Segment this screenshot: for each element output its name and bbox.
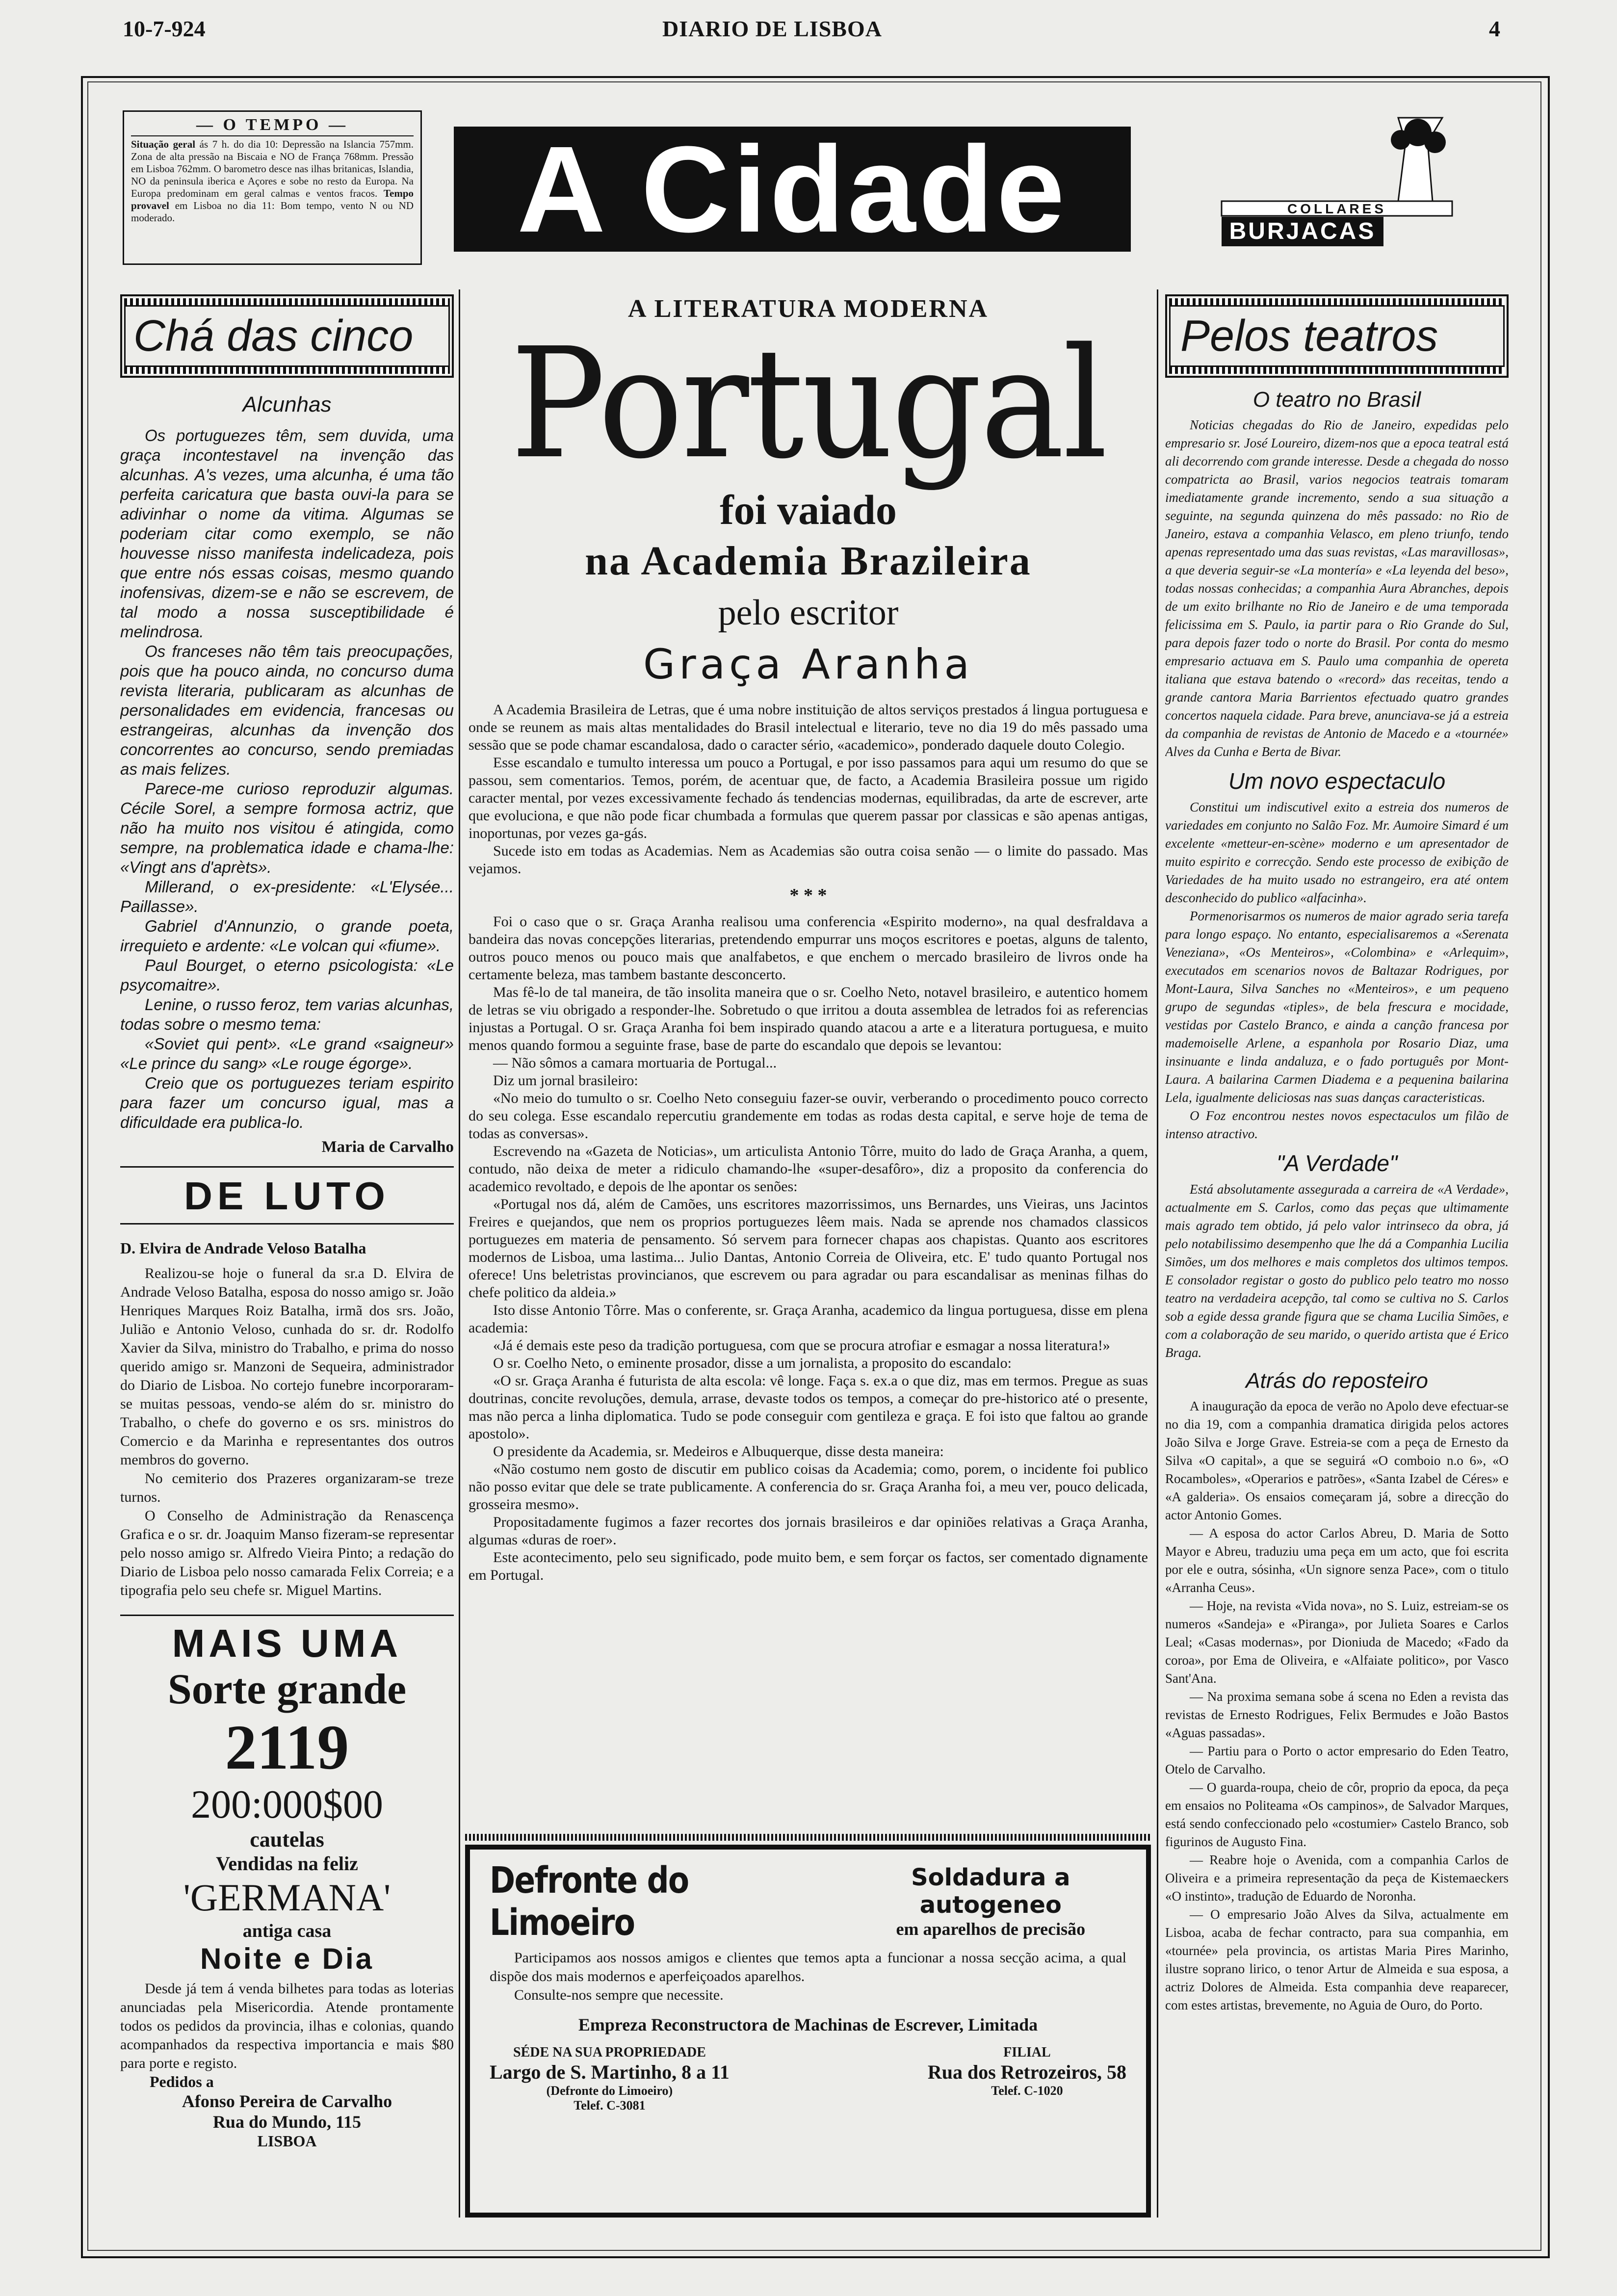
teatros-paragraph: Está absolutamente assegurada a carreira de «A Verdade», actualmente em S. Carlos, como das peças que ultimamente mais agrado tem obtido, já pelo valor intrinseco da obra, já pelo notabilissimo desempenho que lhe dá a Companhia Lucilia Simões, um dos melhores e mais completos dos ultimos tempos. E consolador registar o gosto do publico pelo teatro mo nosso teatro na verdadeira acepção, tal como se cultiva no S. Carlos sob a egide dessa grande figura que se chama Lucilia Simões, e com a colaboração de seu marido, o querido artista que é Erico Braga. (1165, 1182, 1509, 1360)
center-paragraph: Mas fê-lo de tal maneira, de tão insolita maneira que o sr. Coelho Neto, notavel brasileiro, e autentico homem de letras se viu obrigado a responder-lhe. Sobretudo o que irritou a douta assemblea de letrados foi as referencias injustas a Portugal. O sr. Graça Aranha foi bem inspirado quando atacou a arte e a literatura portuguesa, e muito menos quando formou a seguinte frase, base de parte do escandalo que depois se levantou: (469, 984, 1148, 1053)
masthead-title: A Cidade (517, 121, 1068, 258)
lottery-contact-addr: Rua do Mundo, 115 (212, 2112, 362, 2132)
limoeiro-sede-tel: Telef. C-3081 (574, 2098, 646, 2113)
luto-rule-2 (120, 1223, 454, 1225)
limoeiro-text-2: Consulte-nos sempre que necessite. (514, 1987, 724, 2003)
center-paragraph: Diz um jornal brasileiro: (493, 1072, 638, 1089)
cha-paragraph: Os franceses não têm tais preocupações, pois que ha pouco ainda, no concurso duma revista literaria, publicaram as alcunhas de personalidades em evidencia, francesas ou estrangeiras, alcunhas da invenção dos concorrentes ao concurso, sendo premiadas as mais felizes. (120, 642, 454, 778)
teatros-body-2 (1165, 798, 1509, 1143)
teatros-paragraph: — A esposa do actor Carlos Abreu, D. Maria de Sotto Mayor e Abreu, traduziu uma peça em um acto, que foi escrita por ele e outra, sósinha, «Un signore senza Pace», com o titulo «Arranha Ceus». (1165, 1526, 1509, 1595)
limoeiro-sede-label: SÉDE NA SUA PROPRIEDADE (513, 2045, 706, 2060)
luto-paragraph: Realizou-se hoje o funeral da sr.a D. Elvira de Andrade Veloso Batalha, esposa do nosso amigo sr. João Henriques Marques Roiz Batalha, irmã dos srs. João, Julião e Antonio Veloso, cunhada do sr. dr. Rodolfo Xavier da Silva, ministro do Trabalho, e prima do nosso querido amigo sr. Manzoni de Sequeira, administrador do Diario de Lisboa. No cortejo funebre incorporaram-se muitas pessoas, vendo-se além do sr. ministro do Trabalho, o chefe do governo e os srs. ministros do Comercio e da Marinha e representantes dos outros membros do governo. (120, 1265, 454, 1468)
teatros-paragraph: — Reabre hoje o Avenida, com a companhia Carlos de Oliveira e a primeira representação da peça de Kistemaeckers «O instinto», tradução de Eduardo de Noronha. (1165, 1852, 1509, 1904)
cha-section-header (120, 294, 454, 378)
teatros-section-header (1165, 294, 1509, 378)
lottery-prize: 200:000$00 (191, 1782, 383, 1826)
center-paragraph: Foi o caso que o sr. Graça Aranha realisou uma conferencia «Espirito moderno», na qual desfraldava a bandeira das novas concepções literarias, pretendendo empurrar uns moços escritores e poetas, alguns de talento, outros pouco menos ou pouco mais que analfabetos, e que enchem o mercado brasileiro de livros onde ha certamente beleza, mas tambem bastante desconcerto. (469, 913, 1148, 983)
lottery-l2: Sorte grande (167, 1666, 407, 1713)
lottery-ad (120, 1621, 454, 1976)
lottery-shop: 'GERMANA' (183, 1876, 391, 1919)
limoeiro-sede-note: (Defronte do Limoeiro) (546, 2084, 673, 2098)
center-paragraph: — Não sômos a camara mortuaria de Portugal... (493, 1055, 777, 1071)
teatros-paragraph: — O empresario João Alves da Silva, actualmente em Lisboa, acaba de fechar contracto, para sua companhia, em «tournée» pela provincia, os artistas Maria Pires Marinho, ilustre soprano lirico, o tenor Artur de Almeida e sua esposa, a actriz Dolores de Almeida. Esta companhia deve reaparecer, com estes artistas, brevemente, no Aguia de Ouro, do Porto. (1165, 1907, 1509, 2012)
limoeiro-precisao: em aparelhos de precisão (896, 1919, 1086, 1939)
limoeiro-sede: Largo de S. Martinho, 8 a 11 (490, 2061, 730, 2083)
center-paragraph: Sucede isto em todas as Academias. Nem as Academias são outra coisa senão — o limite do passado. Mas vejamos. (469, 843, 1148, 877)
teatros-sub-4: Atrás do reposteiro (1246, 1369, 1428, 1393)
cha-paragraph: «Soviet qui pent». «Le grand «saigneur» «Le prince du sang» «Le rouge égorge». (120, 1035, 454, 1072)
weather-situacao: ás 7 h. do dia 10: Depressão na Islancia 757mm. Zona de alta pressão na Biscaia e NO de França 768mm. Pressão em Lisboa 762mm. O barometro desce nas ilhas britanicas, Islandia, NO da peninsula iberica e Açores e sobe no resto da Europa. Na Europa predominam em geral calmas e ventos fracos. (131, 138, 414, 199)
luto-name: D. Elvira de Andrade Veloso Batalha (120, 1239, 366, 1257)
cha-paragraph: Os portuguezes têm, sem duvida, uma graça incontestavel na invenção das alcunhas. A's vezes, uma alcunha, é uma tão perfeita caricatura que basta ouvi-la para se adivinhar o nome da vitima. Algumas se poderiam citar como exemplo, se não houvesse nisso manifesta indelicadeza, pois que entre nós essas coisas, mesmo quando inofensivas, dizem-se e não se escrevem, de tal modo a nossa susceptibilidade é melindrosa. (120, 426, 454, 641)
weather-title: O TEMPO (223, 116, 322, 134)
limoeiro-text: Participamos aos nossos amigos e clientes que temos apta a funcionar a nossa secção acima, a qual dispõe dos mais modernos e aperfeiçoados aparelhos. (490, 1950, 1126, 1984)
teatros-paragraph: O Foz encontrou nestes novos espectaculos um filão de intenso atractivo. (1165, 1108, 1509, 1141)
center-paragraph: Escrevendo na «Gazeta de Noticias», um articulista Antonio Tôrre, muito do lado de Graça Aranha, a quem, contudo, não deixa de meter a ridiculo chamando-lhe «super-desafôro», diz a proposito da conferencia do academico revoltado, e depois de lhe apontar os senões: (469, 1143, 1148, 1195)
lottery-l4: Vendidas na feliz (216, 1852, 358, 1875)
lottery-contact-name: Afonso Pereira de Carvalho (182, 2091, 392, 2111)
teatros-title: Pelos teatros (1169, 305, 1505, 367)
lottery-contact-city: LISBOA (257, 2132, 317, 2150)
cha-paragraph: Paul Bourget, o eterno psicologista: «Le psycomaitre». (120, 956, 454, 994)
center-deck-3: pelo escritor (718, 593, 899, 633)
center-kicker: A LITERATURA MODERNA (627, 295, 989, 323)
cha-paragraph: Gabriel d'Annunzio, o grande poeta, irrequieto e ardente: «Le volcan qui «fiume». (120, 917, 454, 955)
center-paragraph: «O sr. Graça Aranha é futurista de alta escola: vê longe. Faça s. ex.a o que diz, mas em termos. Pregue as suas doutrinas, concite revoluções, demula, arrase, devaste todos os tempos, a começar do pre-historico até o presente, mas não perca a linha diplomatica. Tudo se pode conseguir com gentileza e graça. E foi isto que faltou ao grande apostolo». (469, 1373, 1148, 1442)
center-paragraph: «No meio do tumulto o sr. Coelho Neto conseguiu fazer-se ouvir, verberando o procedimento pouco correcto do seu colega. Esse escandalo repercutiu grandemente em todas as rodas desta capital, e serve hoje de tema de todas as conversas». (469, 1090, 1148, 1142)
lottery-text: Desde já tem á venda bilhetes para todas as loterias anunciadas pela Misericordia. Atende prontamente todos os pedidos da provincia, ilhas e colonias, quando acompanhados da respectiva importancia e mais $80 para porte e registo. (120, 1981, 454, 2071)
limoeiro-ad (465, 1845, 1151, 2218)
teatros-sub-2: Um novo espectaculo (1228, 768, 1446, 794)
divider-left (459, 289, 460, 2218)
lottery-number: 2119 (225, 1712, 349, 1783)
center-paragraph: Esse escandalo e tumulto interessa um pouco a Portugal, e por isso passamos para aqui um resumo do que se passou, sem comentarios. Temos, porém, de acentuar que, de facto, a Academia Brasileira possue um rigido caracter mental, por vezes excessivamente fechado ás tendencias modernas, equilibradas, da arte de escrever, arte que evoluciona, e que não pode ficar chumbada a formulas que querem passar por classicas e são apenas antigas, inoportunas, por vezes ga-gás. (469, 755, 1148, 841)
center-stars: * * * (789, 885, 827, 906)
teatros-paragraph: — Hoje, na revista «Vida nova», no S. Luiz, estreiam-se os numeros «Sandeja» e «Piranga», por Julieta Soares e Carlos Leal; «Casas modernas», por Dioniuda de Macedo; «Fado da coroa», por Ema de Oliveira, e «Alfaiate politico», por Vasco Sant'Ana. (1165, 1598, 1509, 1686)
lottery-pedidos: Pedidos a (150, 2073, 214, 2090)
teatros-paragraph: — Na proxima semana sobe á scena no Eden a revista das revistas de Ernesto Rodrigues, Felix Bermudes e João Bastos «Aguas passadas». (1165, 1689, 1509, 1740)
teatros-paragraph: — Partiu para o Porto o actor empresario do Eden Teatro, Otelo de Carvalho. (1165, 1744, 1509, 1776)
weather-text (131, 138, 414, 224)
issue-date: 10-7-924 (123, 16, 206, 41)
luto-paragraph: O Conselho de Administração da Renascença Grafica e o sr. dr. Joaquim Manso fizeram-se representar pelo nosso amigo sr. Alfredo Vieira Pinto; a redação do Diario de Lisboa pelo nosso camarada Felix Correia; e a tipografia pelo seu chefe sr. Miguel Martins. (120, 1508, 454, 1598)
center-deck-1: foi vaiado (720, 486, 897, 533)
cha-title: Chá das cinco (124, 305, 450, 367)
collares-ad (1212, 113, 1477, 255)
limoeiro-title: Defronte do Limoeiro (490, 1859, 689, 1944)
right-column (1165, 294, 1509, 2227)
center-paragraph: «Portugal nos dá, além de Camões, uns escritores mazorrissimos, uns Bernardes, uns Vieiras, uns Jacintos Freires e quejandos, que nem os proprios portuguezes lêem mais. Nada se aprende nos chamados classicos portuguezes em materia de pensamento. Só servem para fornecer chapas aos chapistas. Quanto aos escritores modernos de Lisboa, uma lastima... Julio Dantas, Antonio Correia de Oliveira, etc. E' tudo quanto Portugal nos oferece! Uns beletristas provincianos, que escrevem ou para agradar ou para escandalisar as meninas filhas do chefe politico da aldeia.» (469, 1196, 1148, 1301)
limoeiro-filial-label: FILIAL (1003, 2045, 1051, 2060)
center-paragraph: «Não costumo nem gosto de discutir em publico coisas da Academia; como, porem, o incidente foi publico não posso evitar que dele se trate publicamente. A conferencia do sr. Graça Aranha foi, a meu ver, pouco delicada, grosseira mesmo». (469, 1461, 1148, 1513)
luto-title: DE LUTO (184, 1174, 390, 1218)
teatros-paragraph: Noticias chegadas do Rio de Janeiro, expedidas pelo empresario sr. José Loureiro, dizem-nos que a epoca teatral está ali decorrendo com grande interesse. Desde a chegada do nosso compatricta ao Brasil, varios negocios teatrais tomaram imediatamente grande incremento, sendo a sua situação a seguinte, na segunda quinzena do mês passado: no Rio de Janeiro, estava a companhia Velasco, em pleno triunfo, tendo apenas representado uma das suas revistas, «Las maravillosas», a que deveria seguir-se «La montería» e «La leyenda del beso», todas nossas conhecidas; a companhia Aura Abranches, depois de um exito brilhante no Rio de Janeiro e de uma temporada felicissima em S. Paulo, ia partir para o Rio Grande do Sul, para depois fazer todo o norte do Brasil. Por conta do mesmo empresario actuava em S. Paulo uma companhia de opereta italiana que estava batendo o «record» das receitas, tendo a grande cantora Maria Barrientos efectuado quatro grandes concertos naquela cidade. Para breve, anunciava-se já a estreia da companhia de revistas de Antonio de Macedo e a «tournée» Alves da Cunha e Berta de Bivar. (1165, 417, 1509, 759)
masthead (454, 121, 1131, 258)
center-deck-2: na Academia Brazileira (585, 538, 1032, 584)
teatros-paragraph: Constitui um indiscutivel exito a estreia dos numeros de variedades em conjunto no Salão Foz. Mr. Aumoire Simard é um excelente «metteur-en-scène» moderno e um apresentador de muito espirito e correcção. Sendo este processo de exibição de Variedades de ha muito usado no estrangeiro, era até ontem desconhecido do publico «alfacinha». (1165, 800, 1509, 905)
divider-right (1157, 289, 1158, 2218)
cha-signature: Maria de Carvalho (321, 1138, 454, 1156)
limoeiro-filial: Rua dos Retrozeiros, 58 (927, 2061, 1126, 2083)
weather-provavel: em Lisboa no dia 11: Bom tempo, vento N ou ND moderado. (131, 200, 414, 224)
center-paragraph: «Já é demais este peso da tradição portuguesa, com que se procura atrofiar e esmagar a nossa literatura!» (493, 1337, 1110, 1354)
cha-paragraph: Parece-me curioso reproduzir algumas. Cécile Sorel, a sempre formosa actriz, que não ha muito nos visitou é atingida, como sempre, na problematica idade e chama-lhe: «Vingt ans d'aprèts». (120, 780, 454, 876)
weather-provavel-label: Tempo provavel (131, 187, 414, 211)
teatros-body-3 (1165, 1180, 1509, 1362)
center-paragraph: Este acontecimento, pelo seu significado, pode muito bem, e sem forçar os factos, ser comentado dignamente em Portugal. (469, 1549, 1148, 1583)
paper-name: DIARIO DE LISBOA (662, 16, 882, 41)
center-paragraph: O sr. Coelho Neto, o eminente prosador, disse a um jornalista, a proposito do escandalo: (493, 1355, 1012, 1371)
teatros-body-1 (1165, 416, 1509, 761)
teatros-sub-1: O teatro no Brasil (1252, 388, 1421, 412)
teatros-paragraph: A inauguração da epoca de verão no Apolo deve efectuar-se no dia 19, com a companhia dramatica dirigida pelos actores João Silva e Jorge Grave. Estreia-se com a peça de Ernesto da Silva «O capital», a que se seguirá «O comboio n.o 6», «O Rocamboles», «Operarios e patrões», «Santa Izabel de Céres» e «A galderia». Os ensaios começaram já, sobre a direcção do actor Antonio Gomes. (1165, 1399, 1509, 1522)
teatros-sub-3: "A Verdade" (1276, 1150, 1398, 1176)
center-paragraph: Isto disse Antonio Tôrre. Mas o conferente, sr. Graça Aranha, academico da lingua portuguesa, disse em plena academia: (469, 1302, 1148, 1336)
center-deck-4: Graça Aranha (643, 640, 973, 688)
luto-paragraph: No cemiterio dos Prazeres organizaram-se treze turnos. (120, 1470, 454, 1505)
luto-rule (120, 1166, 454, 1168)
center-headline: Portugal (510, 315, 1106, 493)
cha-paragraph: Millerand, o ex-presidente: «L'Elysée... Paillasse». (120, 878, 454, 915)
collares-text: COLLARES (1287, 201, 1386, 216)
center-body-2 (469, 913, 1148, 1584)
lottery-l5: antiga casa (242, 1921, 332, 1941)
center-body-1 (469, 701, 1148, 878)
limoeiro-soldadura: Soldadura a autogeneo (911, 1864, 1070, 1919)
center-paragraph: A Academia Brasileira de Letras, que é uma nobre instituição de altos serviços prestados á lingua portuguesa e onde se reunem as mais altas mentalidades do Brasil intelectual e literario, teve no dia 19 do mês passado uma sessão que se pode chamar escandalosa, dado o caracter sério, «academico», ponderado daquele douto Colegio. (469, 702, 1148, 753)
left-column (120, 294, 454, 2227)
center-ad-rule (465, 1834, 1151, 1841)
cha-paragraph: Lenine, o russo feroz, tem varias alcunhas, todas sobre o mesmo tema: (120, 995, 454, 1033)
limoeiro-filial-tel: Telef. C-1020 (991, 2084, 1063, 2098)
lottery-l1: MAIS UMA (172, 1621, 402, 1665)
cha-paragraph: Creio que os portuguezes teriam espirito para fazer um concurso igual, mas a dificuldade era publica-lo. (120, 1074, 454, 1131)
burjacas-text: BURJACAS (1222, 217, 1383, 246)
limoeiro-company: Empreza Reconstructora de Machinas de Escrever, Limitada (578, 2015, 1038, 2035)
weather-situacao-label: Situação geral (131, 138, 196, 150)
center-column (469, 294, 1148, 1825)
cha-body (120, 426, 454, 1132)
luto-body (120, 1264, 454, 1600)
lottery-l6: Noite e Dia (200, 1942, 374, 1975)
teatros-paragraph: — O guarda-roupa, cheio de côr, proprio da epoca, da peça em ensaios no Politeama «Os campinos», de Salvador Marques, está sendo confeccionado pelo «costumier» Castelo Branco, sob figurinos de Augusto Fina. (1165, 1780, 1509, 1849)
teatros-paragraph: Pormenorisarmos os numeros de maior agrado seria tarefa para longo espaço. No entanto, especialisaremos a «Serenata Veneziana», «Os Menteiros», «Colombina» e «Arlequim», executados em scenarios novos de Baltazar Rodrigues, por Mont-Laura, Silva Sanches no «Menteiros», e um pequeno grupo de segundas «tiples», de bela frescura e mocidade, vestidas por Castelo Branco, e ainda a canção francesa por mademoiselle Arlene, a espanhola por Rosario Diaz, uma insinuante e linda andaluza, e o fado português por Mont-Laura. A bailarina Carmen Diadema e a pequenina bailarina Lela, igualmente deliciosas nas suas danças caracteristicas. (1165, 909, 1509, 1105)
page-number: 4 (1489, 16, 1500, 41)
center-paragraph: O presidente da Academia, sr. Medeiros e Albuquerque, disse desta maneira: (493, 1443, 944, 1460)
lottery-l3: cautelas (250, 1827, 324, 1852)
weather-box: — O TEMPO — Situação geral ás 7 h. do dia 10: Depressão na Islancia 757mm. Zona de alta pressão na Biscaia e NO de França 768mm. Pressão em Lisboa 762mm. O barometro desce nas ilhas britanicas, Islandia, NO da peninsula iberica e Açores e sobe no resto da Europa. Na Europa predominam em geral calmas e ventos fracos. Tempo provavel em Lisboa no dia 11: Bom tempo, vento N ou ND moderado. (123, 110, 422, 265)
center-paragraph: Propositadamente fugimos a fazer recortes dos jornais brasileiros e dar opiniões relativas a Graça Aranha, algumas «duras de roer». (469, 1514, 1148, 1548)
teatros-body-4 (1165, 1397, 1509, 2014)
cha-subtitle: Alcunhas (242, 392, 332, 417)
